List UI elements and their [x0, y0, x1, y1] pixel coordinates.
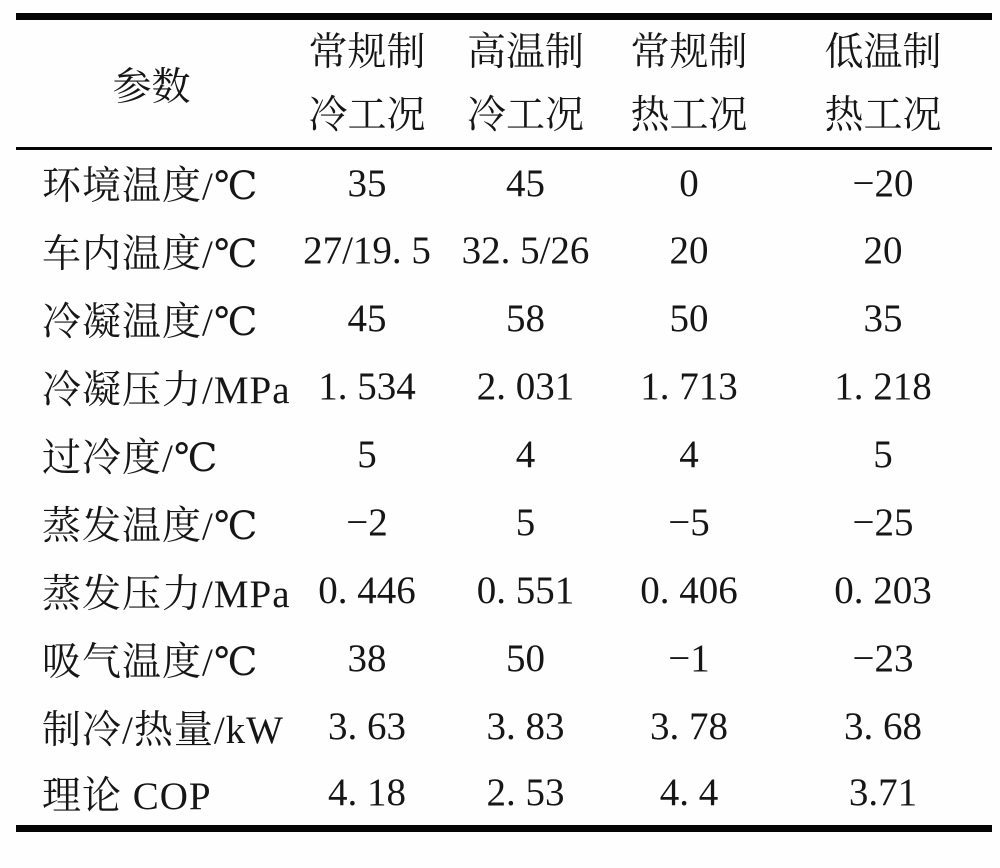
param-label: 蒸发压力/MPa: [42, 572, 291, 616]
cell-value: 5: [515, 501, 536, 544]
table-row: [16, 217, 992, 285]
param-label: 冷凝温度/℃: [42, 300, 259, 344]
column-header-lowtemp-heating: [774, 17, 992, 149]
cell-value: −25: [852, 501, 914, 544]
column-header-line: 常规制: [630, 30, 748, 74]
cell-value: 0. 551: [476, 569, 575, 612]
cell-value: 1. 218: [834, 365, 932, 408]
column-header-normal-heating: [604, 17, 774, 149]
column-header-line: 热工况: [824, 93, 942, 137]
table-row: [16, 761, 992, 829]
cell-value: 0. 446: [318, 569, 416, 612]
cell-value: 4. 18: [328, 771, 406, 815]
cell-value: 45: [347, 297, 387, 340]
column-header-normal-cooling: [287, 17, 447, 149]
cell-value: 3. 78: [650, 705, 728, 748]
table-row: [16, 489, 992, 557]
column-header-hightemp-cooling: [447, 17, 604, 149]
cell-value: 50: [669, 297, 709, 340]
param-label: 蒸发温度/℃: [42, 504, 259, 548]
param-label: 过冷度/℃: [42, 436, 219, 480]
cell-value: 1. 534: [318, 365, 416, 408]
cell-value: 4: [515, 433, 536, 476]
param-label: 理论 COP: [42, 774, 212, 818]
table-row: [16, 353, 992, 421]
column-header-line: 常规制: [308, 30, 426, 74]
cell-value: 3. 83: [486, 705, 565, 748]
cell-value: 35: [347, 161, 387, 205]
param-label: 环境温度/℃: [42, 165, 259, 209]
param-label: 车内温度/℃: [42, 232, 259, 276]
cell-value: 3. 68: [844, 705, 922, 748]
table-row: [16, 421, 992, 489]
cell-value: 0. 203: [834, 569, 932, 612]
scanned-paper-table-page: [0, 13, 1000, 868]
cell-value: −20: [852, 161, 914, 205]
cell-value: 3. 63: [328, 705, 406, 748]
cell-value: 32. 5/26: [461, 229, 590, 272]
cell-value: 35: [863, 297, 903, 340]
cell-value: 3.71: [848, 771, 918, 815]
column-header-line: 高温制: [466, 30, 584, 74]
column-header-param: [16, 17, 287, 149]
cell-value: 4: [679, 433, 699, 476]
column-header-line: 热工况: [630, 93, 748, 137]
cell-value: 20: [669, 229, 709, 272]
param-label: 制冷/热量/kW: [42, 708, 284, 752]
table-header-row: [16, 17, 992, 149]
table-row: [16, 693, 992, 761]
param-label: 冷凝压力/MPa: [42, 368, 291, 412]
cell-value: 5: [873, 433, 893, 476]
cell-value: −5: [668, 501, 710, 544]
table-row: [16, 285, 992, 353]
cell-value: 45: [506, 161, 545, 205]
cell-value: −1: [668, 637, 710, 680]
cell-value: 2. 031: [476, 365, 575, 408]
param-label: 吸气温度/℃: [42, 640, 259, 684]
cell-value: 5: [357, 433, 377, 476]
parameters-table: [16, 13, 992, 832]
column-header-line: 低温制: [824, 30, 942, 74]
cell-value: 27/19. 5: [303, 229, 431, 272]
cell-value: 4. 4: [659, 771, 719, 815]
cell-value: 58: [506, 297, 545, 340]
cell-value: 38: [347, 637, 387, 680]
table-row: [16, 149, 992, 217]
column-header-param-label: 参数: [112, 65, 191, 109]
cell-value: −23: [852, 637, 914, 680]
cell-value: 0: [679, 161, 699, 205]
table-row: [16, 625, 992, 693]
cell-value: 50: [506, 637, 545, 680]
column-header-line: 冷工况: [308, 93, 426, 137]
cell-value: −2: [346, 501, 388, 544]
column-header-line: 冷工况: [466, 93, 584, 137]
cell-value: 20: [863, 229, 903, 272]
table-row: [16, 557, 992, 625]
cell-value: 1. 713: [640, 365, 738, 408]
cell-value: 0. 406: [640, 569, 738, 612]
cell-value: 2. 53: [486, 771, 565, 815]
